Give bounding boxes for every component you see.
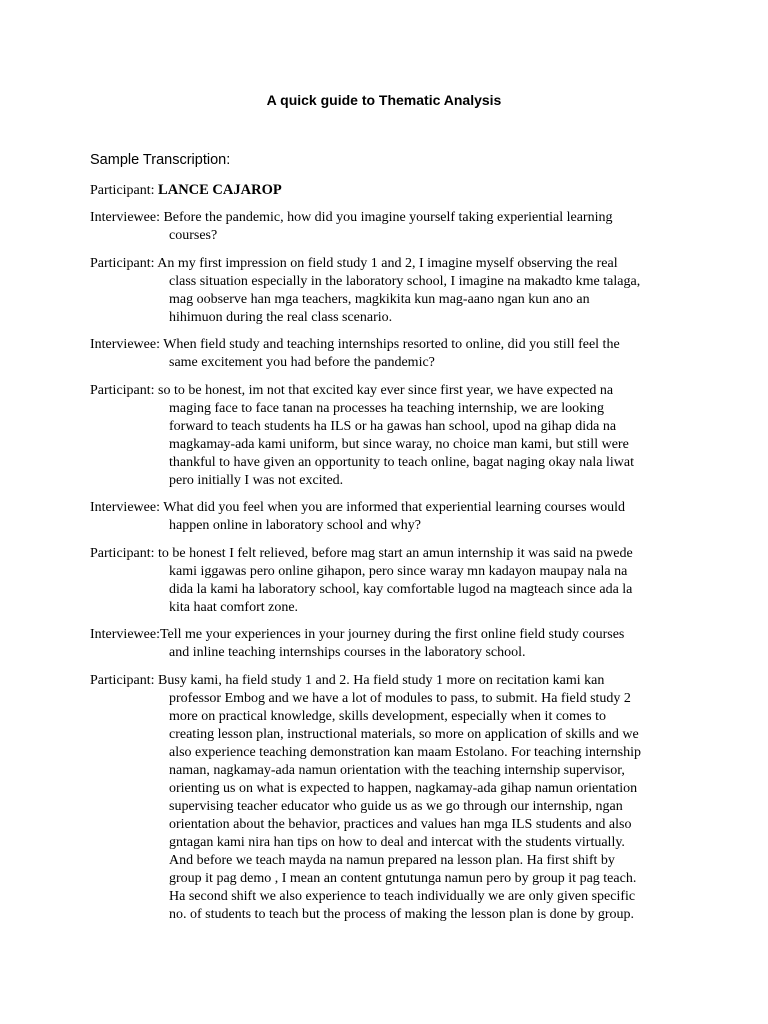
transcript-turn bbox=[90, 672, 690, 924]
transcript-line: also experience teaching demonstration kan maam Estolano. For teaching internship bbox=[169, 744, 641, 760]
transcript-line: Participant: to be honest I felt relieved, before mag start an amun internship it was said na pwede bbox=[90, 545, 633, 561]
transcript-line: Interviewee: What did you feel when you are informed that experiential learning courses would bbox=[90, 500, 626, 515]
transcript-line: kami iggawas pero online gihapon, pero since waray mn kadayon maupay nala na bbox=[169, 563, 628, 579]
transcript-turn bbox=[90, 209, 690, 245]
participant-prefix: Participant: bbox=[90, 183, 159, 198]
transcript-turn bbox=[90, 382, 690, 490]
transcript-line: group it pag demo , I mean an content gntutunga namun pero by group it pag teach. bbox=[169, 870, 637, 886]
participant-name: LANCE CAJAROP bbox=[158, 182, 282, 198]
transcript-turn bbox=[90, 336, 690, 372]
transcript-line: magkamay-ada kami uniform, but since waray, no choice man kami, but still were bbox=[169, 436, 629, 452]
transcript-line: class situation especially in the laboratory school, I imagine na makadto kme talaga, bbox=[169, 273, 641, 289]
transcript-line: Interviewee: Before the pandemic, how did you imagine yourself taking experiential learning bbox=[90, 210, 613, 225]
transcript-line: mag oobserve han mga teachers, magkikita kun mag-aano ngan kun ano an bbox=[169, 291, 590, 307]
transcript-line: pero initially I was not excited. bbox=[169, 472, 344, 488]
transcript-line: forward to teach students ha ILS or ha gawas han school, upod na gihap dida na bbox=[169, 418, 617, 434]
transcript-line: hihimuon during the real class scenario. bbox=[169, 309, 393, 325]
section-label: Sample Transcription: bbox=[90, 152, 231, 168]
transcript-body bbox=[90, 209, 690, 933]
transcript-line: Participant: Busy kami, ha field study 1 and 2. Ha field study 1 more on recitation kami kan bbox=[90, 672, 605, 688]
transcript-line: gntagan kami nira han tips on how to deal and intercat with the students virtually. bbox=[169, 834, 625, 850]
transcript-line: dida la kami ha laboratory school, kay comfortable lugod na magteach since ada la bbox=[169, 581, 633, 597]
document-title: A quick guide to Thematic Analysis bbox=[266, 92, 502, 108]
transcript-line: maging face to face tanan na processes ha teaching internship, we are looking bbox=[169, 400, 604, 416]
transcript-line: orienting us on what is expected to happen, nagkamay-ada gihap namun orientation bbox=[169, 780, 638, 796]
transcript-line: And before we teach mayda na namun prepared na lesson plan. Ha first shift by bbox=[169, 852, 615, 868]
transcript-turn bbox=[90, 255, 690, 327]
transcript-line: orientation about the behavior, practices and values han mga ILS students and also bbox=[169, 816, 632, 832]
transcript-line: Participant: An my first impression on field study 1 and 2, I imagine myself observing the real bbox=[90, 255, 618, 271]
transcript-line: courses? bbox=[169, 228, 218, 243]
transcript-line: thankful to have given an opportunity to teach online, bagat naging okay nala liwat bbox=[169, 454, 634, 470]
transcript-turn bbox=[90, 545, 690, 617]
transcript-turn bbox=[90, 626, 690, 662]
transcript-line: naman, nagkamay-ada namun orientation with the teaching internship supervisor, bbox=[169, 762, 625, 778]
participant-line bbox=[90, 182, 282, 199]
transcript-line: Ha second shift we also experience to teach individually we are only given specific bbox=[169, 888, 636, 904]
transcript-line: Participant: so to be honest, im not that excited kay ever since first year, we have expected na bbox=[90, 382, 614, 398]
transcript-line: and inline teaching internships courses in the laboratory school. bbox=[169, 645, 526, 660]
transcript-line: creating lesson plan, instructional materials, so more on application of skills and we bbox=[169, 726, 639, 742]
transcript-line: more on practical knowledge, skills development, especially when it comes to bbox=[169, 708, 606, 724]
transcript-line: kita haat comfort zone. bbox=[169, 599, 299, 615]
transcript-line: same excitement you had before the pandemic? bbox=[169, 355, 435, 370]
transcript-line: Interviewee: When field study and teaching internships resorted to online, did you still feel the bbox=[90, 337, 620, 352]
transcript-line: professor Embog and we have a lot of modules to pass, to submit. Ha field study 2 bbox=[169, 690, 631, 706]
transcript-line: Interviewee:Tell me your experiences in your journey during the first online field study courses bbox=[90, 627, 625, 642]
transcript-turn bbox=[90, 499, 690, 535]
transcript-line: happen online in laboratory school and why? bbox=[169, 518, 421, 533]
transcript-line: no. of students to teach but the process of making the lesson plan is done by group. bbox=[169, 906, 635, 922]
transcript-line: supervising teacher educator who guide us as we go through our internship, ngan bbox=[169, 798, 623, 814]
